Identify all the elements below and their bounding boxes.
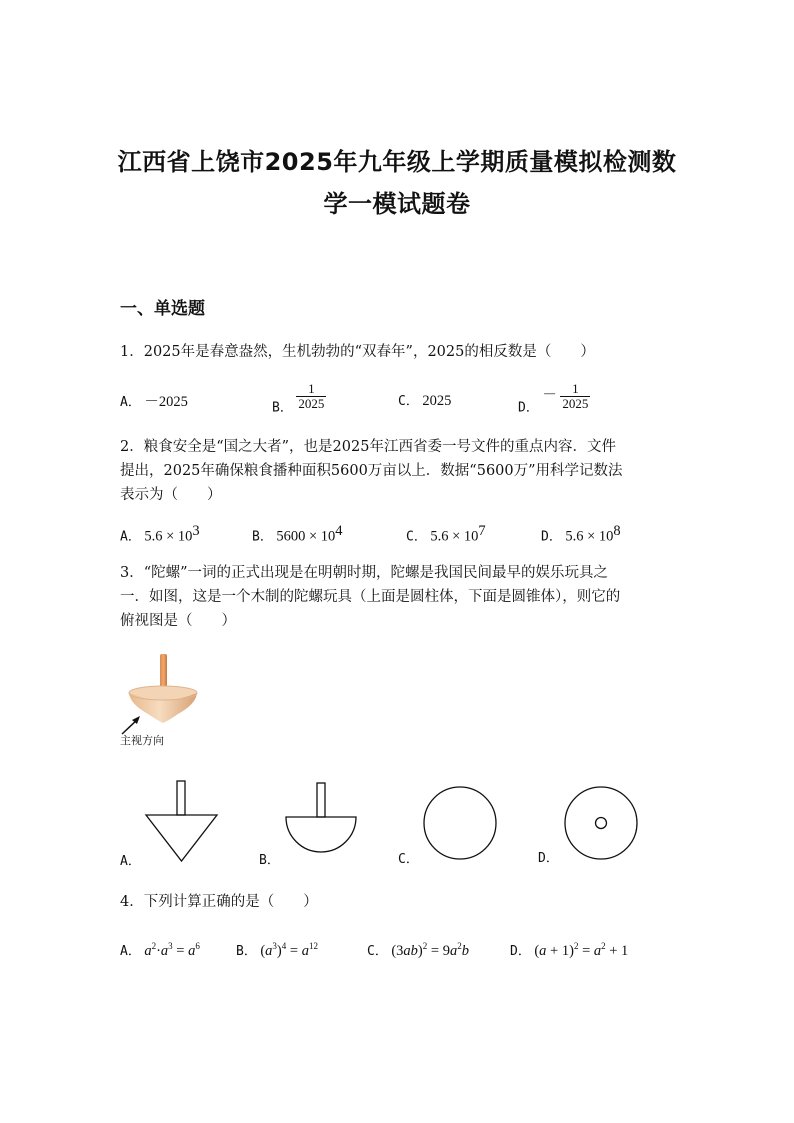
q4-option-a-expression: $a^2\cdot a^3 = a^6$ <box>144 941 200 959</box>
q1-option-d-numerator: 1 <box>572 381 579 396</box>
q2-option-c-base: 5.6 × 10 <box>430 528 479 545</box>
q1-option-a-value: －2025 <box>144 394 188 410</box>
doc-title-line2: 学一模试题卷 <box>323 190 471 218</box>
q4-option-d-expression: $(a + 1)^2 = a^2 + 1$ <box>534 941 629 959</box>
q4-option-d <box>510 940 628 960</box>
q1-option-c-label: C． <box>398 394 419 409</box>
q3-option-c-label: C． <box>398 852 419 867</box>
q3-option-a-label: A． <box>120 854 141 869</box>
q2-option-b-exponent: 4 <box>335 523 343 539</box>
q4-option-a <box>120 940 200 960</box>
q1-option-d-denominator: 2025 <box>562 396 589 411</box>
q4-option-b <box>236 940 318 960</box>
q3-option-b-label: B． <box>259 853 280 868</box>
q1-option-b <box>272 382 326 416</box>
q1-option-b-numerator: 1 <box>308 381 315 396</box>
q3-stem-line3: 俯视图是（ ） <box>120 613 236 629</box>
q4-option-c <box>367 940 469 960</box>
q1-option-d-sign: － <box>542 387 557 404</box>
q1-option-d <box>518 382 590 416</box>
q2-option-c-exponent: 7 <box>478 523 486 539</box>
q1-option-b-fraction <box>296 382 326 411</box>
doc-title-line1: 江西省上饶市2025年九年级上学期质量模拟检测数 <box>117 148 677 176</box>
q1-option-b-label: B． <box>272 400 293 416</box>
q4-option-b-expression: $(a^3)^4 = a^{12}$ <box>260 941 318 959</box>
view-direction-caption: 主视方向 <box>120 734 164 747</box>
q2-option-b <box>252 523 343 546</box>
q4-stem: 4．下列计算正确的是（ ） <box>120 894 318 910</box>
q2-stem-line3: 表示为（ ） <box>120 487 222 503</box>
q3-stem-line2: 一．如图，这是一个木制的陀螺玩具（上面是圆柱体，下面是圆锥体），则它的 <box>120 589 621 605</box>
q1-option-a <box>120 390 188 411</box>
q2-stem-line2: 提出，2025年确保粮食播种面积5600万亩以上．数据“5600万”用科学记数法 <box>120 463 623 479</box>
q2-option-d <box>541 523 621 546</box>
q1-option-d-label: D． <box>518 400 539 416</box>
section-heading: 一、单选题 <box>120 299 205 319</box>
q2-option-b-label: B． <box>252 529 273 545</box>
q4-option-b-label: B． <box>236 944 257 959</box>
q3-option-c-figure <box>422 785 500 863</box>
q2-option-a-exponent: 3 <box>192 523 200 539</box>
q2-option-a-base: 5.6 × 10 <box>144 528 193 545</box>
q4-option-d-label: D． <box>510 944 531 959</box>
q4-option-a-label: A． <box>120 944 141 959</box>
q3-option-b-figure <box>283 782 359 862</box>
q2-option-c <box>406 523 486 546</box>
q4-option-c-expression: $(3ab)^2 = 9a^2b$ <box>391 941 469 959</box>
q2-option-b-base: 5600 × 10 <box>276 528 336 545</box>
q1-option-a-label: A． <box>120 395 141 410</box>
q2-option-c-label: C． <box>406 529 427 545</box>
q1-option-c <box>398 390 451 410</box>
q3-stem-line1: 3．“陀螺”一词的正式出现是在明朝时期，陀螺是我国民间最早的娱乐玩具之 <box>120 565 609 581</box>
q1-option-c-value: 2025 <box>422 393 452 409</box>
q2-option-d-exponent: 8 <box>613 523 621 539</box>
q2-option-a <box>120 523 200 546</box>
q3-option-a-figure <box>143 780 221 864</box>
q3-option-d-figure <box>563 785 641 863</box>
q3-option-d-label: D． <box>538 851 559 866</box>
q2-stem-line1: 2．粮食安全是“国之大者”，也是2025年江西省委一号文件的重点内容．文件 <box>120 439 616 455</box>
q4-option-c-label: C． <box>367 944 388 959</box>
q1-option-d-fraction <box>560 382 590 411</box>
q2-option-d-base: 5.6 × 10 <box>565 528 614 545</box>
q2-option-d-label: D． <box>541 529 562 545</box>
q1-option-b-denominator: 2025 <box>298 396 325 411</box>
q2-option-a-label: A． <box>120 529 141 545</box>
q1-stem: 1．2025年是春意盎然，生机勃勃的“双春年”，2025的相反数是（ ） <box>120 344 595 360</box>
